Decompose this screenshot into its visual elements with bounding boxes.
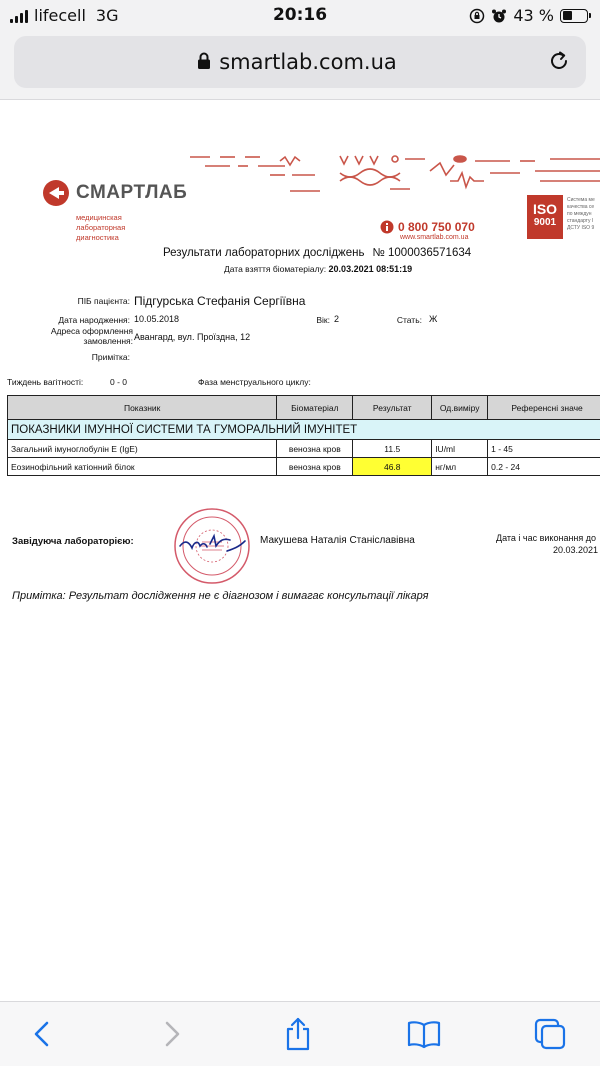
- clock: 20:16: [272, 5, 328, 25]
- battery-icon: [560, 9, 588, 23]
- col-header: Показник: [8, 396, 277, 420]
- dob-value: 10.05.2018: [134, 314, 180, 324]
- brand-subtitle-line: диагностика: [76, 233, 119, 242]
- address-label-line: Адреса оформлення: [50, 326, 133, 336]
- sample-date-label: Дата взяття біоматеріалу:: [224, 264, 327, 274]
- status-bar: [0, 0, 600, 30]
- hotline: [380, 220, 475, 234]
- cell-indicator: Загальний імуноглобулін Е (IgE): [8, 440, 277, 458]
- url-text: smartlab.com.ua: [219, 50, 397, 74]
- carrier-name: lifecell: [34, 6, 86, 25]
- order-number: № 1000036571634: [372, 247, 472, 259]
- sample-date-value: 20.03.2021 08:51:19: [328, 264, 413, 274]
- address-value: Авангард, вул. Проїздна, 12: [134, 332, 251, 342]
- brand-subtitle-line: медицинская: [76, 213, 122, 222]
- report-title: [163, 247, 471, 259]
- tabs-button[interactable]: [530, 1016, 570, 1052]
- iso-note-line: качества се: [567, 204, 595, 210]
- info-icon: [380, 220, 394, 234]
- results-table: [7, 395, 600, 476]
- patient-name: Підгурська Стефанія Сергіївна: [134, 294, 306, 308]
- reload-icon[interactable]: [546, 48, 572, 74]
- table-row: [8, 458, 600, 476]
- address-bar[interactable]: [14, 36, 586, 88]
- dob-label: Дата народження:: [58, 315, 130, 325]
- network-type: 3G: [95, 6, 119, 25]
- brand-subtitle: [76, 213, 156, 243]
- browser-toolbar: [0, 1001, 600, 1066]
- execution-date-label: Дата і час виконання до: [496, 533, 597, 543]
- phone-number: 0 800 750 070: [398, 220, 475, 234]
- sex-value: Ж: [429, 314, 438, 324]
- table-section-row: [8, 420, 600, 440]
- chevron-right-icon: [162, 1020, 182, 1048]
- cell-result-highlighted: 46.8: [353, 458, 432, 476]
- smartlab-logo: [42, 179, 187, 207]
- age-value: 2: [334, 314, 340, 324]
- head-of-lab-name: Макушева Наталія Станіславівна: [260, 535, 415, 546]
- signature-stamp: [172, 506, 252, 586]
- cell-reference: 0.2 - 24: [488, 458, 600, 476]
- col-header: Од.виміру: [432, 396, 488, 420]
- patient-name-label: ПІБ пацієнта:: [77, 296, 130, 306]
- iso-note: [567, 197, 600, 232]
- bookmarks-button[interactable]: [404, 1016, 444, 1052]
- iso-note-line: по междун: [567, 211, 592, 217]
- forward-button[interactable]: [152, 1016, 192, 1052]
- address-label: [20, 326, 133, 346]
- rotation-lock-icon: [469, 8, 485, 24]
- share-button[interactable]: [278, 1016, 318, 1052]
- iso-label: ISO: [532, 201, 558, 217]
- cycle-label: Фаза менструального циклу:: [198, 377, 311, 387]
- cell-result: 11.5: [353, 440, 432, 458]
- section-title: ПОКАЗНИКИ ІМУННОЇ СИСТЕМИ ТА ГУМОРАЛЬНИЙ ІМУНІТЕТ: [8, 420, 600, 440]
- website: www.smartlab.com.ua: [400, 234, 469, 241]
- table-header-row: [8, 396, 600, 420]
- iso-note-line: стандарту I: [567, 218, 594, 224]
- alarm-icon: [491, 8, 507, 24]
- address-label-line: замовлення:: [83, 336, 133, 346]
- table-row: [8, 440, 600, 458]
- pregnancy-value: 0 - 0: [110, 377, 128, 387]
- share-icon: [283, 1017, 313, 1051]
- book-icon: [406, 1019, 442, 1049]
- age-label: Вік:: [316, 315, 330, 325]
- battery-percent: 43 %: [513, 6, 554, 25]
- notes-label: Примітка:: [91, 352, 130, 362]
- back-button[interactable]: [22, 1016, 62, 1052]
- cell-unit: нг/мл: [432, 458, 488, 476]
- sex-label: Стать:: [396, 315, 422, 325]
- chevron-left-icon: [32, 1020, 52, 1048]
- cell-material: венозна кров: [277, 440, 353, 458]
- smartlab-logo-icon: [42, 179, 70, 207]
- iso-note-line: ДСТУ ISO 9: [567, 225, 595, 231]
- cell-reference: 1 - 45: [488, 440, 600, 458]
- browser-address-area: [0, 30, 600, 100]
- iso-number: 9001: [533, 217, 557, 228]
- cell-unit: IU/ml: [432, 440, 488, 458]
- head-of-lab-label: Завідуюча лабораторією:: [12, 536, 134, 547]
- col-header: Результат: [353, 396, 432, 420]
- col-header: Референсні значе: [488, 396, 600, 420]
- lab-report-document: [0, 101, 600, 1001]
- iso-note-line: Система ме: [567, 197, 595, 203]
- pregnancy-label: Тиждень вагітності:: [7, 377, 84, 387]
- iso-badge: [527, 195, 563, 239]
- brand-subtitle-line: лабораторная: [76, 223, 126, 232]
- tabs-icon: [533, 1017, 567, 1051]
- col-header: Біоматеріал: [277, 396, 353, 420]
- brand-name: СМАРТЛАБ: [76, 182, 188, 203]
- cell-indicator: Еозинофільний катіонний білок: [8, 458, 277, 476]
- disclaimer-note: Примітка: Результат дослідження не є діагнозом і вимагає консультації лікаря: [12, 590, 429, 602]
- sample-date: [224, 264, 412, 274]
- execution-date-value: 20.03.2021: [553, 545, 599, 555]
- report-title-text: Результати лабораторних досліджень: [163, 247, 365, 259]
- cell-material: венозна кров: [277, 458, 353, 476]
